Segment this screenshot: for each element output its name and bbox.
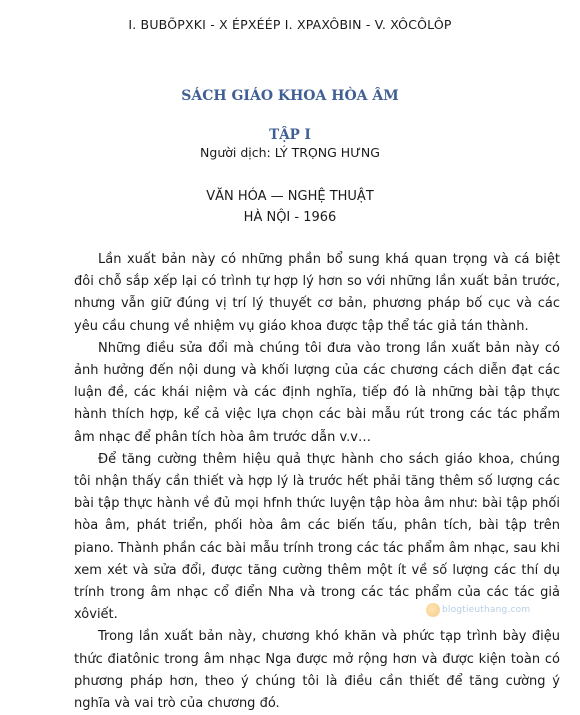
site-watermark [426, 603, 530, 617]
smile-logo-icon [426, 603, 440, 617]
translator-line: Người dịch: LÝ TRỌNG HƯNG [200, 145, 380, 160]
book-title: SÁCH GIÁO KHOA HÒA ÂM [181, 88, 399, 104]
body-text [74, 249, 560, 715]
authors-line: I. BUBÕPXKI - X ÉPXÉÉP I. XPAXÔBIN - V. XÔCÔLÔP [128, 17, 452, 32]
paragraph-4: Trong lần xuất bản này, chương khó khăn và phức tạp trình bày điệu thức điatônic trong âm nhạc Nga được mở rộng hơn và được kiện toàn có phương pháp hơn, theo ý chúng tôi là điều cần thiết để tăng cường ý nghĩa và vai trò của chương đó. [74, 629, 560, 712]
paragraph-3: Để tăng cường thêm hiệu quả thực hành cho sách giáo khoa, chúng tôi nhận thấy cần thiết và hợp lý là trước hết phải tăng thêm số lượng các bài tập thực hành về đủ mọi hfnh thức luyện tập hòa âm như: bài tập phối hòa âm, phát triển, phối hòa âm các biến tấu, phân tích, bài tập trên piano. Thành phần các bài mẫu trính trong các tác phẩm âm nhạc, sau khi xem xét và sửa đổi, được tăng cường thêm một ít về số lượng các thí dụ trính trong âm nhạc cổ điển Nha và trong các tác phẩm của các tác giả xôviết. [74, 451, 560, 623]
volume-label: TẬP I [269, 127, 311, 143]
watermark-text: blogtieuthang.com [442, 605, 531, 615]
paragraph-1: Lần xuất bản này có những phần bổ sung khá quan trọng và cá biệt đôi chỗ sắp xếp lại có trình tự hợp lý hơn so với những lần xuất bản trước, nhưng vẫn giữ đúng vị trí lý thuyết cơ bản, phương pháp bố cục và các yêu cầu chung về nhiệm vụ giáo khoa được tập thể tác giả tán thành. [74, 252, 560, 334]
place-year-line: HÀ NỘI - 1966 [243, 210, 337, 225]
paragraph-2: Những điều sửa đổi mà chúng tôi đưa vào trong lần xuất bản này có ảnh hưởng đến nội dung và khối lượng của các chương cách diễn đạt các luận đề, các khái niệm và các định nghĩa, tiếp đó là những bài tập thực hành thích hợp, kể cả việc lựa chọn các bài mẫu rút trong các tác phẩm âm nhạc để phân tích hòa âm trước dẫn v.v… [74, 340, 560, 445]
publisher-line: VĂN HÓA — NGHỆ THUẬT [206, 189, 374, 204]
